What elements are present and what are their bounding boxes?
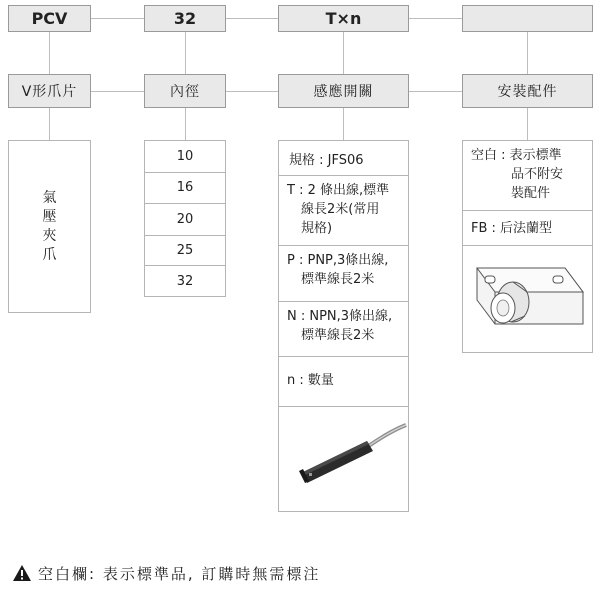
sensor-n-text: N : NPN,3條出線, [287, 309, 393, 324]
header-bore: 32 [144, 5, 226, 32]
bore-option: 10 [145, 141, 225, 173]
category-accessory: 安裝配件 [462, 74, 593, 108]
header-sensor: T×n [278, 5, 409, 32]
jaw-char: 爪 [42, 246, 57, 263]
footnote [12, 562, 320, 584]
footnote-text: 空白欄: 表示標準品, 訂購時無需標注 [38, 564, 321, 583]
connector-line [343, 32, 344, 74]
sensor-options [278, 140, 409, 512]
connector-line [185, 108, 186, 140]
category-bore: 內徑 [144, 74, 226, 108]
sensor-option-npn [279, 302, 408, 357]
jaw-description-box [8, 140, 91, 313]
sensor-t-text: 規格) [301, 221, 333, 236]
connector-line [49, 108, 50, 140]
accessory-blank-text: 裝配件 [511, 186, 551, 201]
bore-option: 20 [145, 204, 225, 236]
connector-line [91, 91, 144, 92]
jaw-char: 夾 [42, 227, 57, 244]
jaw-description-text [41, 189, 59, 265]
sensor-t-text: 線長2米(常用 [301, 202, 380, 217]
connector-line [226, 91, 278, 92]
bore-option: 32 [176, 273, 194, 289]
category-sensor: 感應開關 [278, 74, 409, 108]
bore-option: 25 [145, 236, 225, 267]
sensor-drawing [279, 407, 408, 511]
connector-line [409, 18, 462, 19]
accessory-options [462, 140, 593, 353]
sensor-p-text: P : PNP,3條出線, [287, 253, 389, 268]
flange-drawing [463, 246, 592, 352]
sensor-t-text: T : 2 條出線,標準 [287, 183, 390, 198]
header-series: PCV [8, 5, 91, 32]
connector-line [527, 108, 528, 140]
sensor-spec: 規格 : JFS06 [279, 141, 408, 176]
accessory-option-blank [463, 141, 592, 211]
sensor-quantity [279, 357, 408, 407]
connector-line [409, 91, 462, 92]
connector-line [226, 18, 278, 19]
warning-triangle-icon [12, 564, 32, 582]
accessory-fb-text: FB : 后法蘭型 [471, 221, 553, 236]
connector-line [185, 32, 186, 74]
accessory-blank-text: 空白 : 表示標準 [471, 148, 562, 163]
sensor-n-text: 標準線長2米 [301, 328, 375, 343]
connector-line [527, 32, 528, 74]
accessory-image-area [463, 246, 592, 352]
sensor-option-pnp [279, 246, 408, 302]
sensor-qty-text: n : 數量 [287, 373, 334, 388]
sensor-image-area [279, 407, 408, 511]
category-jaw: V形爪片 [8, 74, 91, 108]
accessory-blank-text: 品不附安 [511, 167, 564, 182]
jaw-char: 壓 [42, 208, 57, 225]
sensor-p-text: 標準線長2米 [301, 272, 375, 287]
sensor-option-t [279, 176, 408, 246]
bore-list [144, 140, 226, 297]
header-accessory [462, 5, 593, 32]
bore-option: 16 [145, 173, 225, 205]
connector-line [49, 32, 50, 74]
connector-line [91, 18, 144, 19]
connector-line [343, 108, 344, 140]
jaw-char: 氣 [42, 189, 57, 206]
accessory-option-fb [463, 211, 592, 246]
